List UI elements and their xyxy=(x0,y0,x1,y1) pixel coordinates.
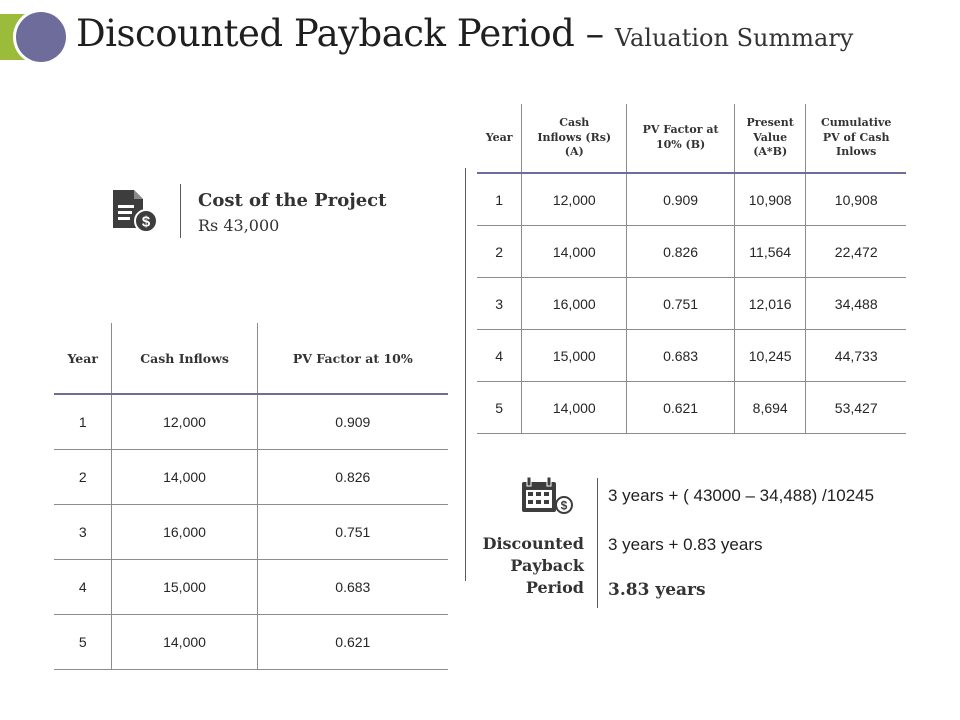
column-header-line: Present xyxy=(746,115,794,129)
column-header-line: PV of Cash xyxy=(822,130,890,144)
table-row xyxy=(54,450,448,505)
table-cell: 44,733 xyxy=(806,330,906,382)
table-cell: 0.751 xyxy=(257,505,448,560)
table-cell: 10,245 xyxy=(734,330,805,382)
table-cell: 10,908 xyxy=(734,173,805,226)
payback-formula-step-1: 3 years + ( 43000 – 34,488) /10245 xyxy=(608,486,875,505)
cost-value: Rs 43,000 xyxy=(198,216,280,235)
table-cell: 14,000 xyxy=(112,450,257,505)
payback-result: 3.83 years xyxy=(608,580,706,600)
column-header xyxy=(627,104,735,173)
title-dash: – xyxy=(574,12,615,55)
table-cell: 1 xyxy=(477,173,522,226)
table-cell: 0.621 xyxy=(257,615,448,670)
column-header-line: 10% (B) xyxy=(655,138,706,151)
section-divider xyxy=(465,168,466,581)
column-header-line: Cash xyxy=(559,115,590,129)
column-header-line: PV Factor at xyxy=(642,123,719,137)
table-cell: 0.826 xyxy=(627,226,735,278)
accent-circle xyxy=(16,12,66,62)
table-cell: 8,694 xyxy=(734,382,805,434)
table-cell: 12,016 xyxy=(734,278,805,330)
cash-inflows-table xyxy=(54,323,448,670)
table-cell: 5 xyxy=(477,382,522,434)
table-cell: 15,000 xyxy=(112,560,257,615)
payback-label-line: Period xyxy=(525,578,584,597)
present-value-table xyxy=(477,104,906,434)
table-cell: 12,000 xyxy=(522,173,627,226)
column-header-line: Value xyxy=(753,130,788,144)
column-header: Year xyxy=(54,323,112,394)
table-cell: 14,000 xyxy=(522,382,627,434)
column-header-line: (A*B) xyxy=(753,145,788,159)
column-header-line: (A) xyxy=(564,145,584,159)
svg-text:$: $ xyxy=(141,213,151,231)
document-dollar-icon xyxy=(110,188,160,234)
table-cell: 34,488 xyxy=(806,278,906,330)
table-row xyxy=(477,330,906,382)
table-row xyxy=(54,615,448,670)
table-cell: 0.621 xyxy=(627,382,735,434)
table-cell: 3 xyxy=(54,505,112,560)
table-cell: 5 xyxy=(54,615,112,670)
table-cell: 1 xyxy=(54,394,112,450)
table-cell: 3 xyxy=(477,278,522,330)
table-cell: 0.751 xyxy=(627,278,735,330)
table-cell: 22,472 xyxy=(806,226,906,278)
table-cell: 0.909 xyxy=(627,173,735,226)
table-cell: 15,000 xyxy=(522,330,627,382)
table-cell: 4 xyxy=(477,330,522,382)
column-header xyxy=(477,104,522,173)
table-row xyxy=(54,505,448,560)
table-cell: 0.826 xyxy=(257,450,448,505)
table-row xyxy=(477,382,906,434)
cost-divider xyxy=(180,184,181,238)
payback-label-line: Payback xyxy=(510,556,584,575)
payback-label xyxy=(470,533,584,599)
table-cell: 16,000 xyxy=(112,505,257,560)
table-cell: 0.683 xyxy=(257,560,448,615)
title-main: Discounted Payback Period xyxy=(76,12,575,55)
table-cell: 2 xyxy=(477,226,522,278)
table-header-row xyxy=(477,104,906,173)
payback-formula-step-2: 3 years + 0.83 years xyxy=(608,535,763,554)
table-cell: 0.909 xyxy=(257,394,448,450)
table-row xyxy=(54,394,448,450)
table-cell: 11,564 xyxy=(734,226,805,278)
column-header: PV Factor at 10% xyxy=(257,323,448,394)
payback-label-line: Discounted xyxy=(482,534,584,553)
column-header xyxy=(806,104,906,173)
table-cell: 53,427 xyxy=(806,382,906,434)
table-cell: 12,000 xyxy=(112,394,257,450)
title-sub: Valuation Summary xyxy=(614,24,854,52)
table-row xyxy=(477,278,906,330)
calendar-dollar-icon xyxy=(520,476,576,516)
payback-divider xyxy=(597,478,598,608)
table-row xyxy=(477,173,906,226)
svg-text:$: $ xyxy=(560,498,568,513)
page-title xyxy=(76,12,853,55)
table-cell: 4 xyxy=(54,560,112,615)
table-cell: 14,000 xyxy=(522,226,627,278)
table-cell: 10,908 xyxy=(806,173,906,226)
table-row xyxy=(54,560,448,615)
column-header-line: Inlows xyxy=(836,145,877,159)
column-header-line: Inflows (Rs) xyxy=(537,130,612,144)
column-header: Cash Inflows xyxy=(112,323,257,394)
table-cell: 14,000 xyxy=(112,615,257,670)
column-header xyxy=(522,104,627,173)
column-header-line: Year xyxy=(485,130,513,144)
table-row xyxy=(477,226,906,278)
cost-label: Cost of the Project xyxy=(198,190,387,211)
table-cell: 16,000 xyxy=(522,278,627,330)
table-header-row xyxy=(54,323,448,394)
column-header-line: Cumulative xyxy=(821,115,892,129)
column-header xyxy=(734,104,805,173)
table-cell: 2 xyxy=(54,450,112,505)
table-cell: 0.683 xyxy=(627,330,735,382)
